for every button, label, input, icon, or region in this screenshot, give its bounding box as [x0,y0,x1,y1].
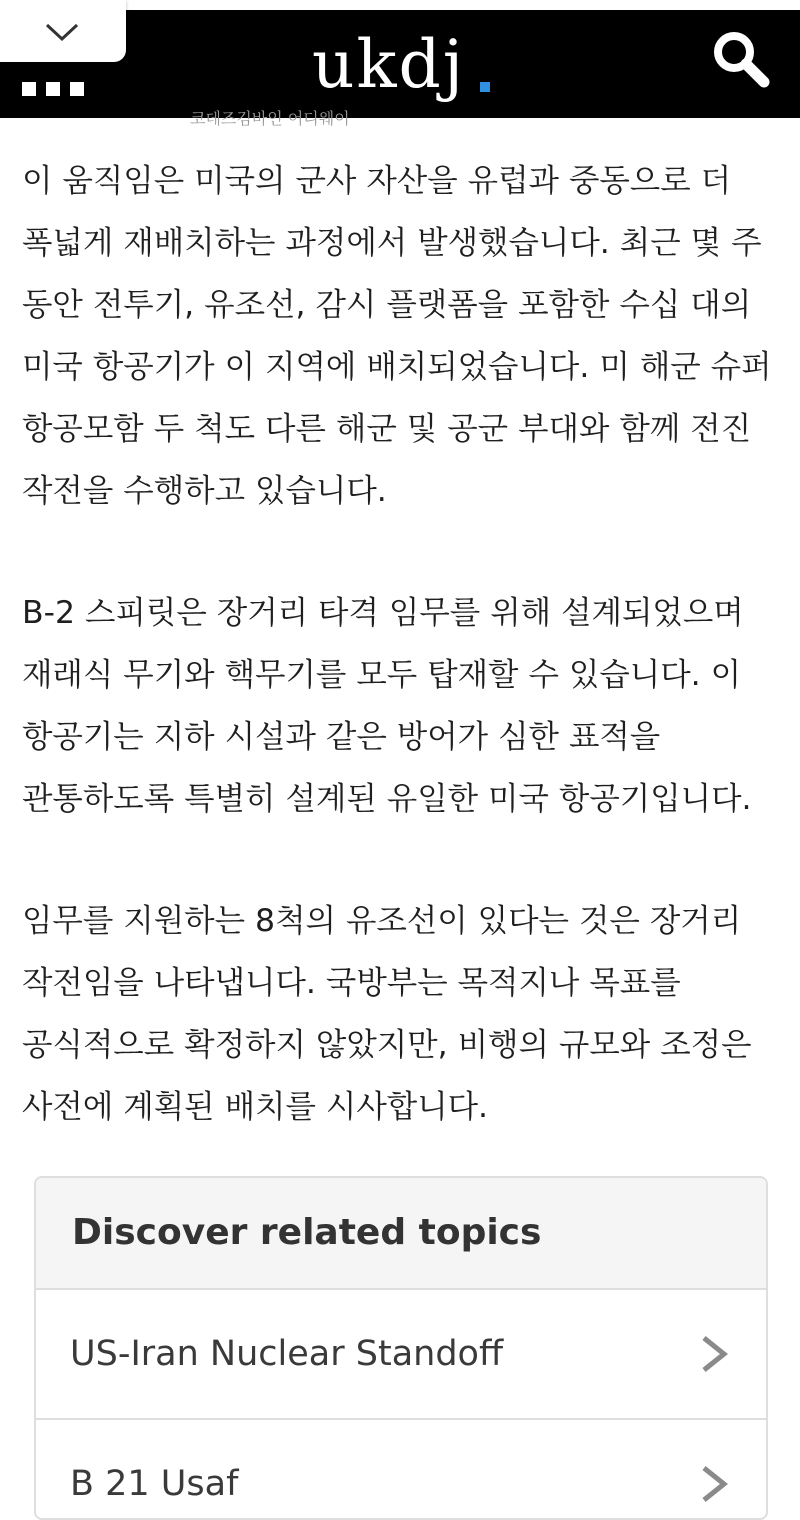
grid-menu-icon[interactable] [22,66,86,96]
article-body [22,150,782,1198]
search-icon[interactable] [708,28,772,92]
logo-text: ukdj [312,26,466,103]
related-topic-label: US-Iran Nuclear Standoff [70,1334,504,1374]
article-paragraph: 이 움직임은 미국의 군사 자산을 유럽과 중동으로 더 폭넓게 재배치하는 과정에서 발생했습니다. 최근 몇 주 동안 전투기, 유조선, 감시 플랫폼을 포함한 수십 대의 미국 항공기가 이 지역에 배치되었습니다. 미 해군 슈퍼 항공모함 두 척도 다른 해군 및 공군 부대와 함께 전진 작전을 수행하고 있습니다. [22,163,772,509]
site-logo[interactable] [312,20,465,110]
article-paragraph: B-2 스피릿은 장거리 타격 임무를 위해 설계되었으며 재래식 무기와 핵무기를 모두 탑재할 수 있습니다. 이 항공기는 지하 시설과 같은 방어가 심한 표적을 관통하도록 특별히 설계된 유일한 미국 항공기입니다. [22,595,752,817]
image-caption: 코데즈김바인 어디웨이 [190,109,350,128]
related-topic-label: B 21 Usaf [70,1464,239,1504]
related-topics-title: Discover related topics [36,1178,766,1290]
chevron-right-icon [696,1334,732,1374]
logo-dot [480,82,490,92]
related-topics-box [34,1176,768,1520]
collapse-tab[interactable] [0,0,126,62]
chevron-down-icon [44,20,80,44]
related-topic-item[interactable] [36,1420,766,1520]
article-paragraph: 임무를 지원하는 8척의 유조선이 있다는 것은 장거리 작전임을 나타냅니다. 국방부는 목적지나 목표를 공식적으로 확정하지 않았지만, 비행의 규모와 조정은 사전에 계획된 배치를 시사합니다. [22,903,752,1125]
chevron-right-icon [696,1464,732,1504]
related-topic-item[interactable] [36,1290,766,1420]
